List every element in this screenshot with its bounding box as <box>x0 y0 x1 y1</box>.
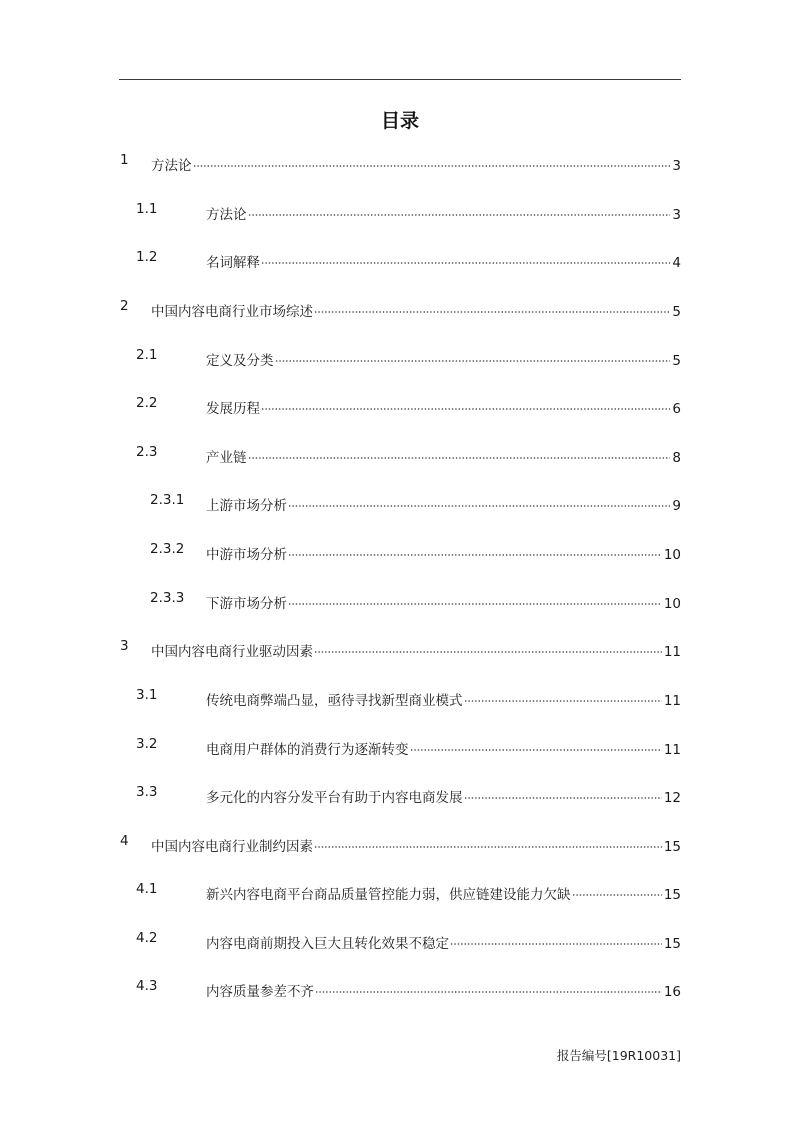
toc-title: 目录 <box>380 110 419 132</box>
toc-entry-title: 定义及分类 <box>206 353 274 369</box>
toc-entry-title: 上游市场分析 <box>206 498 287 514</box>
toc-dot-leader <box>248 442 671 462</box>
toc-entry-number: 2 <box>120 298 129 314</box>
toc-entry-number: 1 <box>120 152 129 168</box>
toc-entry-page: 5 <box>672 353 681 369</box>
toc-entry-page: 5 <box>672 304 681 320</box>
toc-entry-title: 中游市场分析 <box>206 547 287 563</box>
toc-entry-page: 3 <box>672 207 681 223</box>
toc-entry-page: 9 <box>672 498 681 514</box>
toc-entry-number: 2.3.3 <box>150 590 185 606</box>
toc-dot-leader <box>261 393 670 413</box>
toc-dot-leader <box>572 879 662 899</box>
toc-entry[interactable] <box>0 150 800 174</box>
toc-entry[interactable] <box>0 199 800 223</box>
toc-entry-title: 方法论 <box>151 158 192 174</box>
toc-entry[interactable] <box>0 831 800 855</box>
toc-entry-number: 3.2 <box>136 736 158 752</box>
toc-entry[interactable] <box>0 734 800 758</box>
toc-entry-title: 中国内容电商行业驱动因素 <box>151 644 313 660</box>
toc-entry[interactable] <box>0 442 800 466</box>
toc-dot-leader <box>275 345 671 365</box>
toc-entry-title: 多元化的内容分发平台有助于内容电商发展 <box>206 790 463 806</box>
toc-entry-page: 15 <box>663 936 681 952</box>
toc-dot-leader <box>464 685 662 705</box>
toc-entry-title: 传统电商弊端凸显，亟待寻找新型商业模式 <box>206 693 463 709</box>
toc-entry[interactable] <box>0 539 800 563</box>
toc-entry[interactable] <box>0 490 800 514</box>
toc-entry-title: 中国内容电商行业制约因素 <box>151 839 313 855</box>
toc-entry-number: 4.2 <box>136 930 158 946</box>
toc-dot-leader <box>193 150 671 170</box>
toc-entry-number: 2.3.1 <box>150 492 185 508</box>
toc-entry-number: 4.3 <box>136 978 158 994</box>
toc-entry[interactable] <box>0 393 800 417</box>
toc-entry-number: 2.3.2 <box>150 541 185 557</box>
toc-dot-leader <box>248 199 671 219</box>
toc-dot-leader <box>261 247 670 267</box>
toc-entry[interactable] <box>0 782 800 806</box>
toc-entry-page: 10 <box>663 596 681 612</box>
toc-entry-number: 4 <box>120 833 129 849</box>
toc-dot-leader <box>288 588 662 608</box>
toc-entry-title: 新兴内容电商平台商品质量管控能力弱，供应链建设能力欠缺 <box>206 887 571 903</box>
toc-entry-number: 1.1 <box>136 201 158 217</box>
toc-entry-number: 3.1 <box>136 687 158 703</box>
toc-entry-page: 11 <box>663 693 681 709</box>
toc-entry-title: 中国内容电商行业市场综述 <box>151 304 313 320</box>
toc-entry-number: 4.1 <box>136 881 158 897</box>
toc-entry-page: 8 <box>672 450 681 466</box>
toc-entry-number: 1.2 <box>136 249 158 265</box>
toc-entry-page: 3 <box>672 158 681 174</box>
toc-entry-title: 内容质量参差不齐 <box>206 984 314 1000</box>
toc-dot-leader <box>450 928 662 948</box>
toc-entry-page: 10 <box>663 547 681 563</box>
toc-entry-title: 下游市场分析 <box>206 596 287 612</box>
toc-entry[interactable] <box>0 247 800 271</box>
toc-entry-number: 2.1 <box>136 347 158 363</box>
toc-dot-leader <box>314 636 662 656</box>
toc-entry[interactable] <box>0 976 800 1000</box>
toc-entry-page: 6 <box>672 401 681 417</box>
toc-entry-title: 产业链 <box>206 450 247 466</box>
toc-entry[interactable] <box>0 879 800 903</box>
toc-entry[interactable] <box>0 685 800 709</box>
toc-entry-page: 11 <box>663 644 681 660</box>
toc-entry-page: 12 <box>663 790 681 806</box>
toc-entry[interactable] <box>0 636 800 660</box>
report-code: 报告编号[19R10031] <box>556 1048 681 1063</box>
toc-entry-number: 3.3 <box>136 784 158 800</box>
toc-entry-page: 11 <box>663 742 681 758</box>
toc-dot-leader <box>288 539 662 559</box>
toc-entry-title: 发展历程 <box>206 401 260 417</box>
toc-dot-leader <box>315 976 662 996</box>
toc-entry-page: 15 <box>663 839 681 855</box>
toc-entry-page: 16 <box>663 984 681 1000</box>
toc-entry-page: 15 <box>663 887 681 903</box>
toc-entry-page: 4 <box>672 255 681 271</box>
toc-dot-leader <box>410 734 662 754</box>
toc-entry[interactable] <box>0 928 800 952</box>
toc-entry-title: 方法论 <box>206 207 247 223</box>
toc-dot-leader <box>288 490 670 510</box>
toc-dot-leader <box>314 831 662 851</box>
toc-dot-leader <box>464 782 662 802</box>
toc-entry-title: 电商用户群体的消费行为逐渐转变 <box>206 742 409 758</box>
toc-entry[interactable] <box>0 296 800 320</box>
toc-entry-title: 名词解释 <box>206 255 260 271</box>
toc-entry-title: 内容电商前期投入巨大且转化效果不稳定 <box>206 936 449 952</box>
toc-entry-number: 2.2 <box>136 395 158 411</box>
toc-entry-number: 3 <box>120 638 129 654</box>
toc-entry[interactable] <box>0 588 800 612</box>
toc-entry-number: 2.3 <box>136 444 158 460</box>
toc-entry[interactable] <box>0 345 800 369</box>
toc-dot-leader <box>314 296 670 316</box>
